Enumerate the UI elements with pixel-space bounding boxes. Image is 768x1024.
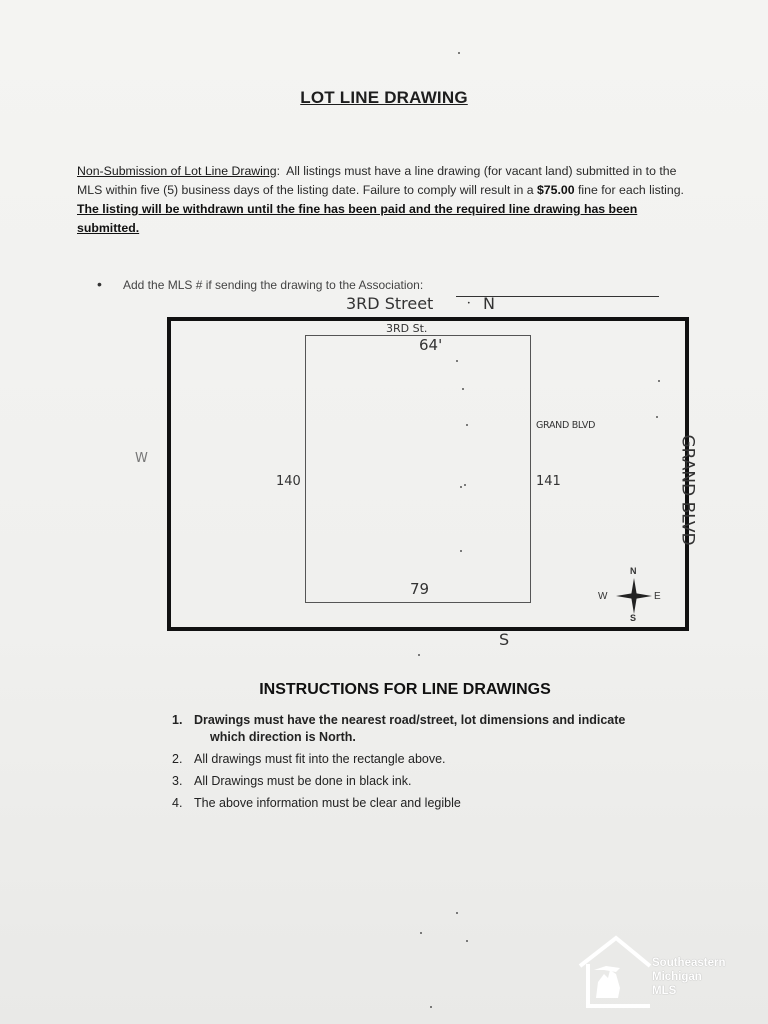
fine-amount: $75.00 — [536, 183, 575, 197]
speck — [658, 380, 660, 382]
logo-text: Southeastern Michigan MLS — [652, 957, 726, 997]
speck — [420, 932, 422, 934]
mls-prompt: Add the MLS # if sending the drawing to the Association: — [123, 278, 424, 292]
compass-e: E — [654, 591, 661, 602]
compass-s: S — [630, 613, 637, 623]
compass-w: W — [598, 591, 608, 602]
bullet-dot-icon: • — [97, 276, 102, 292]
speck — [456, 360, 458, 362]
hand-lot-top-dim: 64' — [419, 336, 443, 354]
lot-outline — [305, 335, 531, 603]
hand-left-dim: 140 — [276, 474, 301, 489]
hand-right-street: GRAND BLVD — [677, 434, 698, 546]
speck — [460, 550, 462, 552]
mls-logo — [576, 934, 656, 1019]
hand-bottom-dim: 79 — [410, 580, 430, 598]
speck — [464, 484, 466, 486]
speck — [430, 1006, 432, 1008]
notice-body-1: All listings must have a line drawing (for vacant land) submitted in to the MLS within five (5) business days of the listing date. Failure to comply will result in a — [77, 164, 677, 197]
dot-mark: • — [467, 300, 471, 307]
compass-n: N — [630, 566, 637, 576]
notice-warning: The listing will be withdrawn until the fine has been paid and the required line drawing has been submitted. — [77, 202, 638, 235]
instruction-item: 3. All Drawings must be done in black ink. — [172, 774, 412, 788]
compass-rose — [592, 566, 672, 631]
hand-north: N — [483, 294, 495, 313]
notice-lead: Non-Submission of Lot Line Drawing — [77, 164, 277, 178]
speck — [466, 424, 468, 426]
hand-lot-top-street: 3RD St. — [386, 322, 428, 335]
speck — [456, 912, 458, 914]
notice-paragraph: Non-Submission of Lot Line Drawing: All listings must have a line drawing (for vacant land) submitted in to the MLS within five (5) business days of the listing date. Failure to comply will result in a $75.00 fine for each listing. The listing will be withdrawn until the fine has been paid and the required line drawing has been submitted. — [77, 164, 684, 235]
speck — [462, 388, 464, 390]
hand-west: W — [135, 451, 148, 466]
speck — [418, 654, 420, 656]
hand-south: S — [499, 630, 510, 649]
notice-body-2: fine for each listing. — [574, 183, 684, 197]
instruction-item: 4. The above information must be clear and legible — [172, 796, 461, 810]
speck — [466, 940, 468, 942]
speck — [656, 416, 658, 418]
instructions-title: INSTRUCTIONS FOR LINE DRAWINGS — [259, 681, 551, 698]
page-title: LOT LINE DRAWING — [300, 88, 468, 107]
speck — [458, 52, 460, 54]
instructions-list — [172, 712, 652, 817]
instruction-item: 1. Drawings must have the nearest road/street, lot dimensions and indicate which direction is North. — [172, 713, 626, 744]
speck — [460, 486, 462, 488]
instruction-item: 2. All drawings must fit into the rectangle above. — [172, 752, 446, 766]
hand-top-street: 3RD Street — [346, 294, 434, 313]
hand-lot-right-street: GRAND BLVD — [536, 420, 596, 431]
hand-right-dim: 141 — [536, 474, 561, 489]
house-michigan-icon — [576, 934, 656, 1014]
